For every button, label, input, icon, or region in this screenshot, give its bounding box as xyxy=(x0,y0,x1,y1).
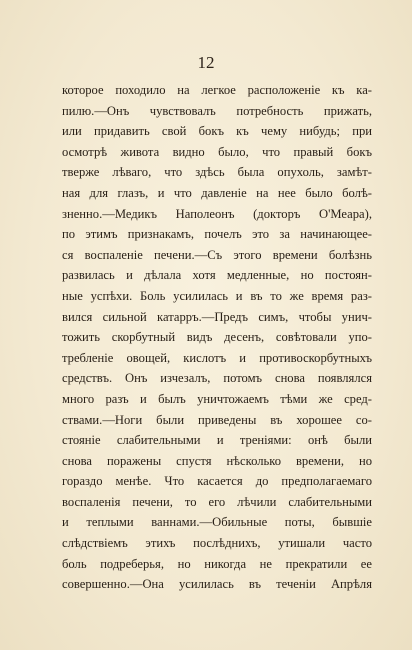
text-line: по этимъ признакамъ, почелъ это за начинающее- xyxy=(62,227,372,242)
body-text xyxy=(62,80,372,595)
text-line: осмотрѣ живота видно было, что правый бокъ xyxy=(62,144,372,159)
text-line: ная для глазъ, и что давленіе на нее было болѣ- xyxy=(62,185,372,200)
text-line: требленіе овощей, кислотъ и противоскорбутныхъ xyxy=(62,350,372,365)
text-line: совершенно.—Она усилилась въ теченіи Апрѣля xyxy=(62,577,372,592)
text-line: ся воспаленіе печени.—Съ этого времени болѣзнь xyxy=(62,247,372,262)
text-line: средствъ. Онъ изчезалъ, потомъ снова появлялся xyxy=(62,371,372,386)
text-line: слѣдствіемъ этихъ послѣднихъ, утишали часто xyxy=(62,536,372,551)
text-line: или придавить свой бокъ къ чему нибудь; при xyxy=(62,124,372,139)
text-line: зненно.—Медикъ Наполеонъ (докторъ О'Меара), xyxy=(62,206,372,221)
text-line: боль подреберья, но никогда не прекратили ее xyxy=(62,556,372,571)
text-line: гораздо менѣе. Что касается до предполагаемаго xyxy=(62,474,372,489)
text-line: и теплыми ваннами.—Обильные поты, бывшіе xyxy=(62,515,372,530)
text-line: ствами.—Ноги были приведены въ хорошее со- xyxy=(62,412,372,427)
text-line: стояніе слабительными и треніями: онѣ были xyxy=(62,433,372,448)
text-line: вился сильной катарръ.—Предъ симъ, чтобы унич- xyxy=(62,309,372,324)
page-number: 12 xyxy=(197,53,215,72)
text-line: тверже лѣваго, что здѣсь была опухоль, замѣт- xyxy=(62,165,372,180)
text-line: много разъ и былъ уничтожаемъ тѣми же сред- xyxy=(62,391,372,406)
text-line: ные успѣхи. Боль усилилась и въ то же время раз- xyxy=(62,288,372,303)
text-line: развилась и дѣлала хотя медленные, но постоян- xyxy=(62,268,372,283)
text-line: тожить скорбутный видъ десенъ, совѣтовали упо- xyxy=(62,330,372,345)
text-line: пилю.—Онъ чувствовалъ потребность прижать, xyxy=(62,103,372,118)
text-line: снова поражены спустя нѣсколько времени, но xyxy=(62,453,372,468)
text-line: воспаленія печени, то его лѣчили слабительными xyxy=(62,494,372,509)
text-line: которое походило на легкое расположеніе къ ка- xyxy=(62,83,372,97)
